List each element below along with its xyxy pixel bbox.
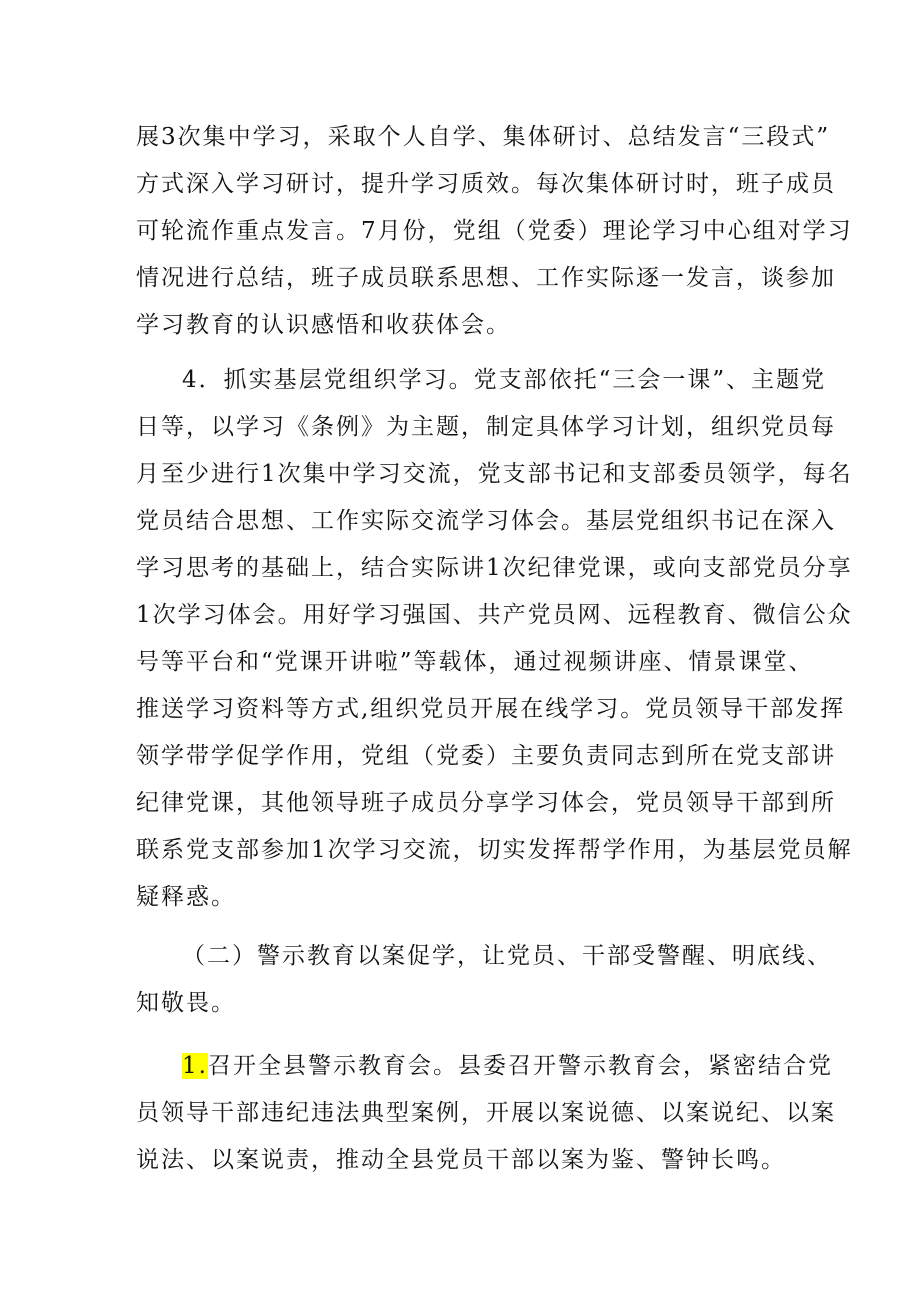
text-line: 知敬畏。 xyxy=(136,990,236,1016)
text-line: 学习教育的认识感悟和收获体会。 xyxy=(136,312,511,338)
text-line: 可轮流作重点发言。7月份，党组（党委）理论学习中心组对学习 xyxy=(136,218,853,244)
text-line: 方式深入学习研讨，提升学习质效。每次集体研讨时，班子成员 xyxy=(136,171,836,197)
text-line: 纪律党课，其他领导班子成员分享学习体会，党员领导干部到所 xyxy=(136,790,836,816)
text-line: 联系党支部参加1次学习交流，切实发挥帮学作用，为基层党员解 xyxy=(136,837,853,863)
text-line: 说法、以案说责，推动全县党员干部以案为鉴、警钟长鸣。 xyxy=(136,1147,786,1173)
section-heading-warning-education xyxy=(136,933,832,1027)
text-line: 员领导干部违纪违法典型案例，开展以案说德、以案说纪、以案 xyxy=(136,1100,836,1126)
text-line: 疑释惑。 xyxy=(136,884,236,910)
list-number-highlighted: 1. xyxy=(182,1053,208,1079)
text-line: 领学带学促学作用，党组（党委）主要负责同志到所在党支部讲 xyxy=(136,743,836,769)
text-line: 推送学习资料等方式,组织党员开展在线学习。党员领导干部发挥 xyxy=(136,696,846,722)
text-line xyxy=(136,1043,833,1090)
text-line: 展3次集中学习，采取个人自学、集体研讨、总结发言“三段式” xyxy=(136,124,831,150)
text-line: 号等平台和“党课开讲啦”等载体，通过视频讲座、情景课堂、 xyxy=(136,649,814,675)
text-line: 4．抓实基层党组织学习。党支部依托“三会一课”、主题党 xyxy=(182,367,827,393)
document-body xyxy=(136,114,853,1184)
text-line: （二）警示教育以案促学，让党员、干部受警醒、明底线、 xyxy=(182,943,832,969)
paragraph-study-sessions xyxy=(136,114,853,349)
paragraph-warning-meeting xyxy=(136,1043,836,1184)
text-line: 学习思考的基础上，结合实际讲1次纪律党课，或向支部党员分享 xyxy=(136,555,853,581)
text-line: 情况进行总结，班子成员联系思想、工作实际逐一发言，谈参加 xyxy=(136,265,836,291)
text-span: 召开全县警示教育会。县委召开警示教育会，紧密结合党 xyxy=(207,1053,833,1079)
text-line: 1次学习体会。用好学习强国、共产党员网、远程教育、微信公众 xyxy=(136,602,853,628)
text-line: 日等，以学习《条例》为主题，制定具体学习计划，组织党员每 xyxy=(136,414,836,440)
text-line: 党员结合思想、工作实际交流学习体会。基层党组织书记在深入 xyxy=(136,508,836,534)
paragraph-grassroots-study xyxy=(136,357,853,921)
text-line: 月至少进行1次集中学习交流，党支部书记和支部委员领学，每名 xyxy=(136,461,853,487)
